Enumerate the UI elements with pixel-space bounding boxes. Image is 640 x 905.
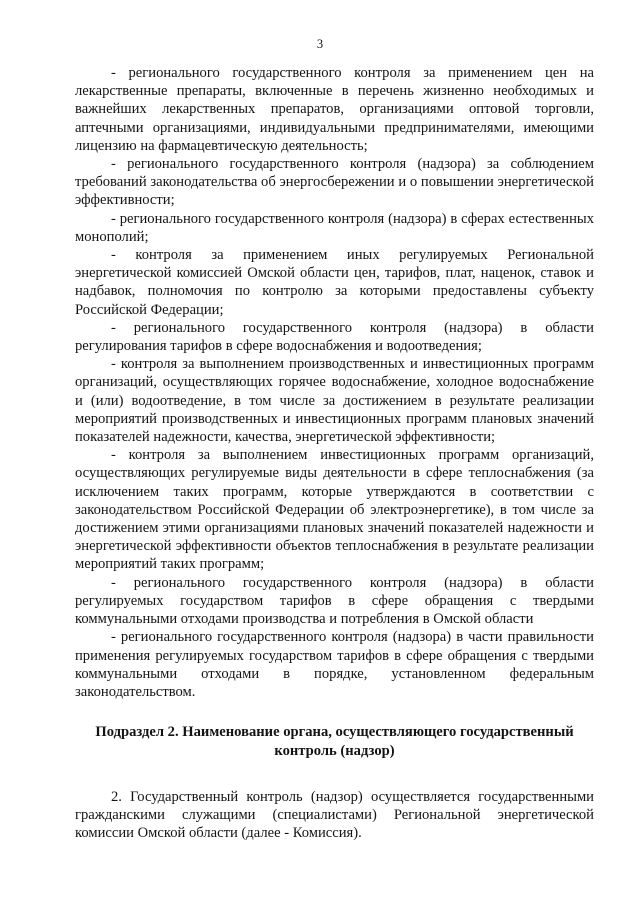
list-item: - регионального государственного контроля (надзора) в области регулирования тарифов в сфере водоснабжения и водоотведения; bbox=[75, 319, 594, 355]
list-item: - регионального государственного контроля (надзора) в части правильности применения регулируемых государством тарифов в сфере обращения с твердыми коммунальными отходами в порядке, установленном федеральным законодательством. bbox=[75, 629, 594, 700]
list-item: - контроля за выполнением инвестиционных программ организаций, осуществляющих регулируемые виды деятельности в сфере теплоснабжения (за исключением таких программ, которые утверждаются в соответствии с законодательством Российской Федерации об электроэнергетике), в том числе за достижением этими организациями плановых значений показателей надежности и энергетической эффективности объектов теплоснабжения в результате реализации мероприятий таких программ; bbox=[75, 447, 594, 573]
page-number: 3 bbox=[316, 37, 324, 51]
list-item: - регионального государственного контроля за применением цен на лекарственные препараты, включенные в перечень жизненно необходимых и важнейших лекарственных препаратов, организациями оптовой торговли, аптечными организациями, индивидуальными предпринимателями, имеющими лицензию на фармацевтическую деятельность; bbox=[75, 65, 594, 154]
list-item: - регионального государственного контроля (надзора) за соблюдением требований законодательства об энергосбережении и о повышении энергетической эффективности; bbox=[75, 156, 594, 209]
section-title: Подраздел 2. Наименование органа, осуществляющего государственный контроль (надзор) bbox=[95, 724, 574, 759]
list-item: - контроля за применением иных регулируемых Региональной энергетической комиссией Омской области цен, тарифов, плат, наценок, ставок и надбавок, полномочия по контролю за которыми предоставлены субъекту Российской Федерации; bbox=[75, 247, 594, 318]
list-item: - регионального государственного контроля (надзора) в сферах естественных монополий; bbox=[75, 210, 594, 245]
closing-paragraph: 2. Государственный контроль (надзор) осуществляется государственными гражданскими служащими (специалистами) Региональной энергетической комиссии Омской области (далее - Комиссия). bbox=[75, 788, 594, 842]
list-item: - регионального государственного контроля (надзора) в области регулируемых государством тарифов в сфере обращения с твердыми коммунальными отходами производства и потребления в Омской области bbox=[75, 574, 594, 628]
list-item: - контроля за выполнением производственных и инвестиционных программ организаций, осуществляющих горячее водоснабжение, холодное водоснабжение и (или) водоотведение, в том числе за достижением в результате реализации мероприятий производственных и инвестиционных программ плановых значений показателей надежности, качества, энергетической эффективности; bbox=[75, 356, 594, 446]
document-body bbox=[75, 64, 594, 843]
